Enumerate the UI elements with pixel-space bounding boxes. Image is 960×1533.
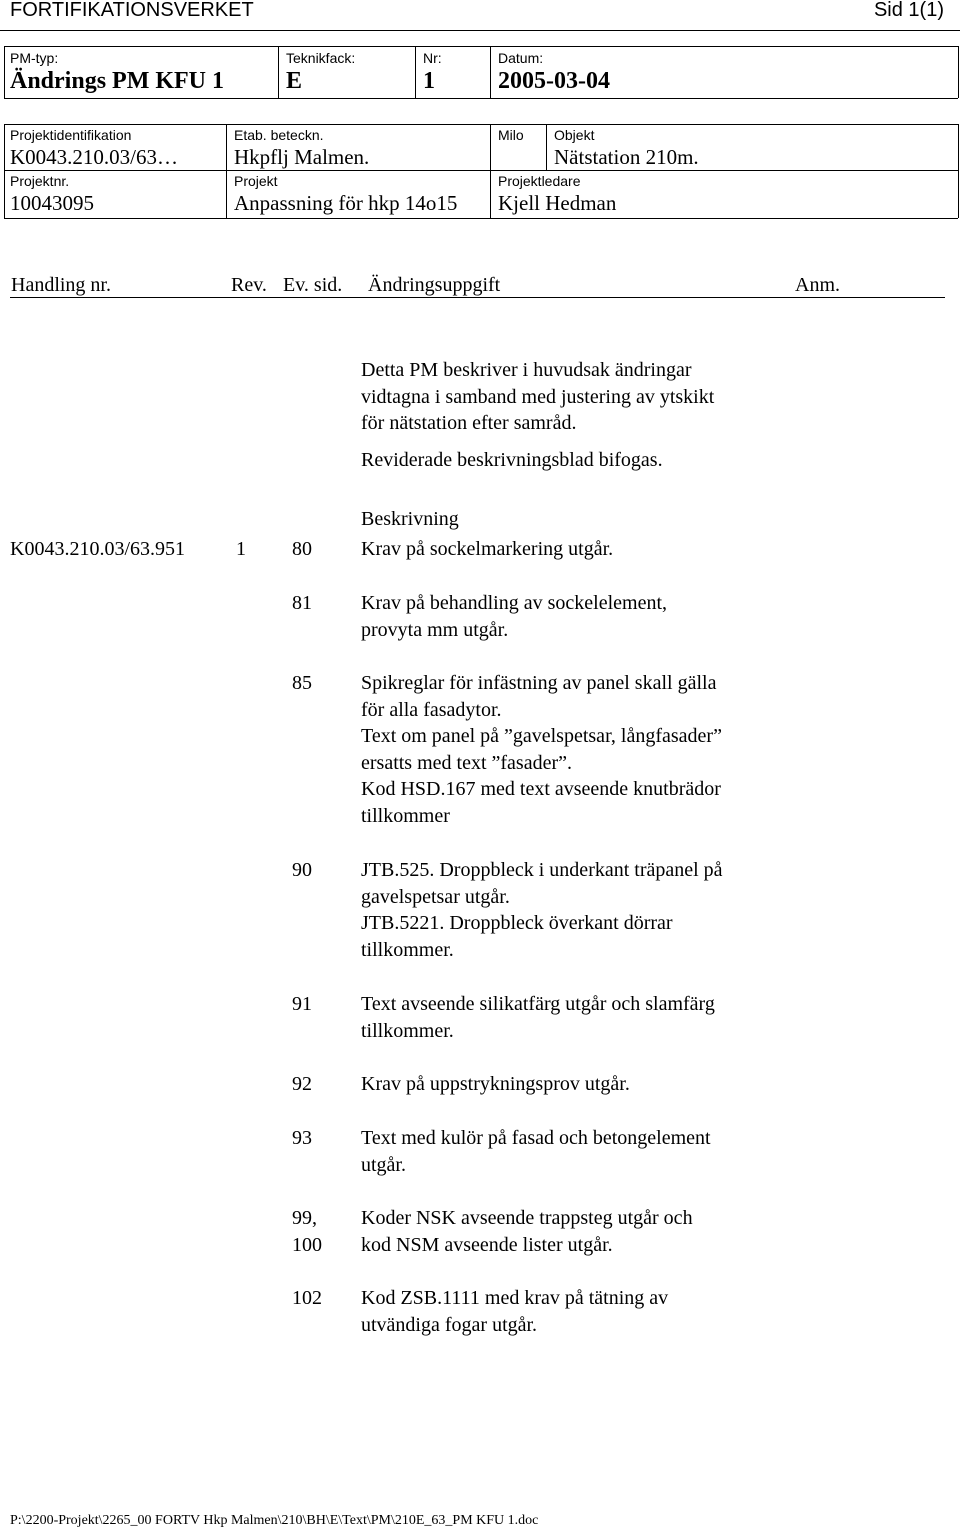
intro-paragraph	[361, 357, 714, 437]
intro-line: Detta PM beskriver i huvudsak ändringar	[361, 359, 692, 381]
intro-line: för nätstation efter samråd.	[361, 412, 577, 434]
entry-text	[361, 590, 667, 643]
entry-line: Krav på behandling av sockelelement,	[361, 592, 667, 614]
entry-page: 91	[292, 993, 312, 1015]
entry-text	[361, 857, 723, 963]
entry-line: Spikreglar för infästning av panel skall gälla	[361, 672, 717, 694]
tech-label: Teknikfack:	[286, 50, 356, 66]
col-change: Ändringsuppgift	[368, 274, 501, 296]
header-rule	[0, 30, 960, 31]
entry-line: utvändiga fogar utgår.	[361, 1313, 538, 1336]
objekt-label: Objekt	[554, 127, 595, 143]
organization-name: FORTIFIKATIONSVERKET	[10, 0, 254, 21]
project-ident-value: K0043.210.03/63…	[10, 145, 178, 169]
entry-line: tillkommer	[361, 804, 450, 827]
nr-value: 1	[423, 68, 435, 94]
file-path-footer: P:\2200-Projekt\2265_00 FORTV Hkp Malmen\210\BH\E\Text\PM\210E_63_PM KFU 1.doc	[10, 1513, 539, 1528]
entry-line: Text avseende silikatfärg utgår och slamfärg	[361, 993, 715, 1015]
col-anm: Anm.	[795, 274, 840, 296]
col-handling: Handling nr.	[11, 274, 111, 296]
project-nr-label: Projektnr.	[10, 173, 70, 189]
entry-text	[361, 991, 715, 1044]
entry-text	[361, 536, 613, 563]
page-indicator: Sid 1(1)	[873, 0, 944, 21]
col-rev: Rev.	[231, 274, 267, 296]
nr-label: Nr:	[423, 50, 442, 66]
entry-page: 102	[292, 1287, 322, 1309]
entry-text	[361, 1285, 668, 1338]
entry-line: Krav på uppstrykningsprov utgår.	[361, 1073, 630, 1095]
etab-value: Hkpflj Malmen.	[234, 145, 370, 169]
pm-type-value: Ändrings PM KFU 1	[10, 68, 225, 94]
section-heading: Beskrivning	[361, 508, 459, 530]
entry-line: Text om panel på ”gavelspetsar, långfasader”	[361, 725, 722, 747]
entry-line: Kod HSD.167 med text avseende knutbrädor	[361, 778, 721, 800]
project-ident-label: Projektidentifikation	[10, 127, 132, 143]
entry-line: Koder NSK avseende trappsteg utgår och	[361, 1207, 693, 1229]
leader-value: Kjell Hedman	[498, 191, 617, 215]
entry-line: JTB.525. Droppbleck i underkant träpanel på	[361, 859, 723, 881]
entry-line: Text med kulör på fasad och betongelement	[361, 1127, 711, 1149]
entry-page: 99, 100	[292, 1207, 322, 1256]
entry-line: tillkommer.	[361, 1019, 454, 1042]
column-underline	[10, 297, 945, 298]
entry-page: 85	[292, 672, 312, 694]
milo-label: Milo	[498, 127, 524, 143]
entry-text	[361, 670, 722, 829]
revision-number: 1	[236, 538, 246, 560]
pm-type-label: PM-typ:	[10, 50, 59, 66]
col-sid: Ev. sid.	[283, 274, 343, 296]
date-label: Datum:	[498, 50, 544, 66]
entry-line: gavelspetsar utgår.	[361, 885, 510, 908]
entry-page: 81	[292, 592, 312, 614]
entry-page: 80	[292, 538, 312, 560]
project-nr-value: 10043095	[10, 191, 94, 215]
entry-page: 90	[292, 859, 312, 881]
entry-line: provyta mm utgår.	[361, 618, 509, 641]
projekt-value: Anpassning för hkp 14o15	[234, 191, 458, 215]
date-value: 2005-03-04	[498, 68, 610, 94]
entry-text	[361, 1125, 711, 1178]
entry-line: tillkommer.	[361, 938, 454, 961]
entry-text	[361, 1071, 630, 1098]
entry-page: 93	[292, 1127, 312, 1149]
entry-line: Kod ZSB.1111 med krav på tätning av	[361, 1287, 669, 1309]
attachment-note: Reviderade beskrivningsblad bifogas.	[361, 449, 663, 471]
entry-line: för alla fasadytor.	[361, 698, 502, 721]
handling-number: K0043.210.03/63.951	[10, 538, 185, 560]
entry-line: ersatts med text ”fasader”.	[361, 751, 573, 774]
intro-line: vidtagna i samband med justering av ytskikt	[361, 385, 715, 408]
tech-value: E	[286, 68, 303, 94]
entry-line: kod NSM avseende lister utgår.	[361, 1233, 613, 1256]
leader-label: Projektledare	[498, 173, 581, 189]
entry-line: Krav på sockelmarkering utgår.	[361, 538, 614, 560]
etab-label: Etab. beteckn.	[234, 127, 324, 143]
entry-page: 92	[292, 1073, 312, 1095]
projekt-label: Projekt	[234, 173, 278, 189]
entry-line: JTB.5221. Droppbleck överkant dörrar	[361, 912, 673, 934]
entry-line: utgår.	[361, 1153, 406, 1176]
entry-text	[361, 1205, 693, 1258]
objekt-value: Nätstation 210m.	[554, 145, 699, 169]
